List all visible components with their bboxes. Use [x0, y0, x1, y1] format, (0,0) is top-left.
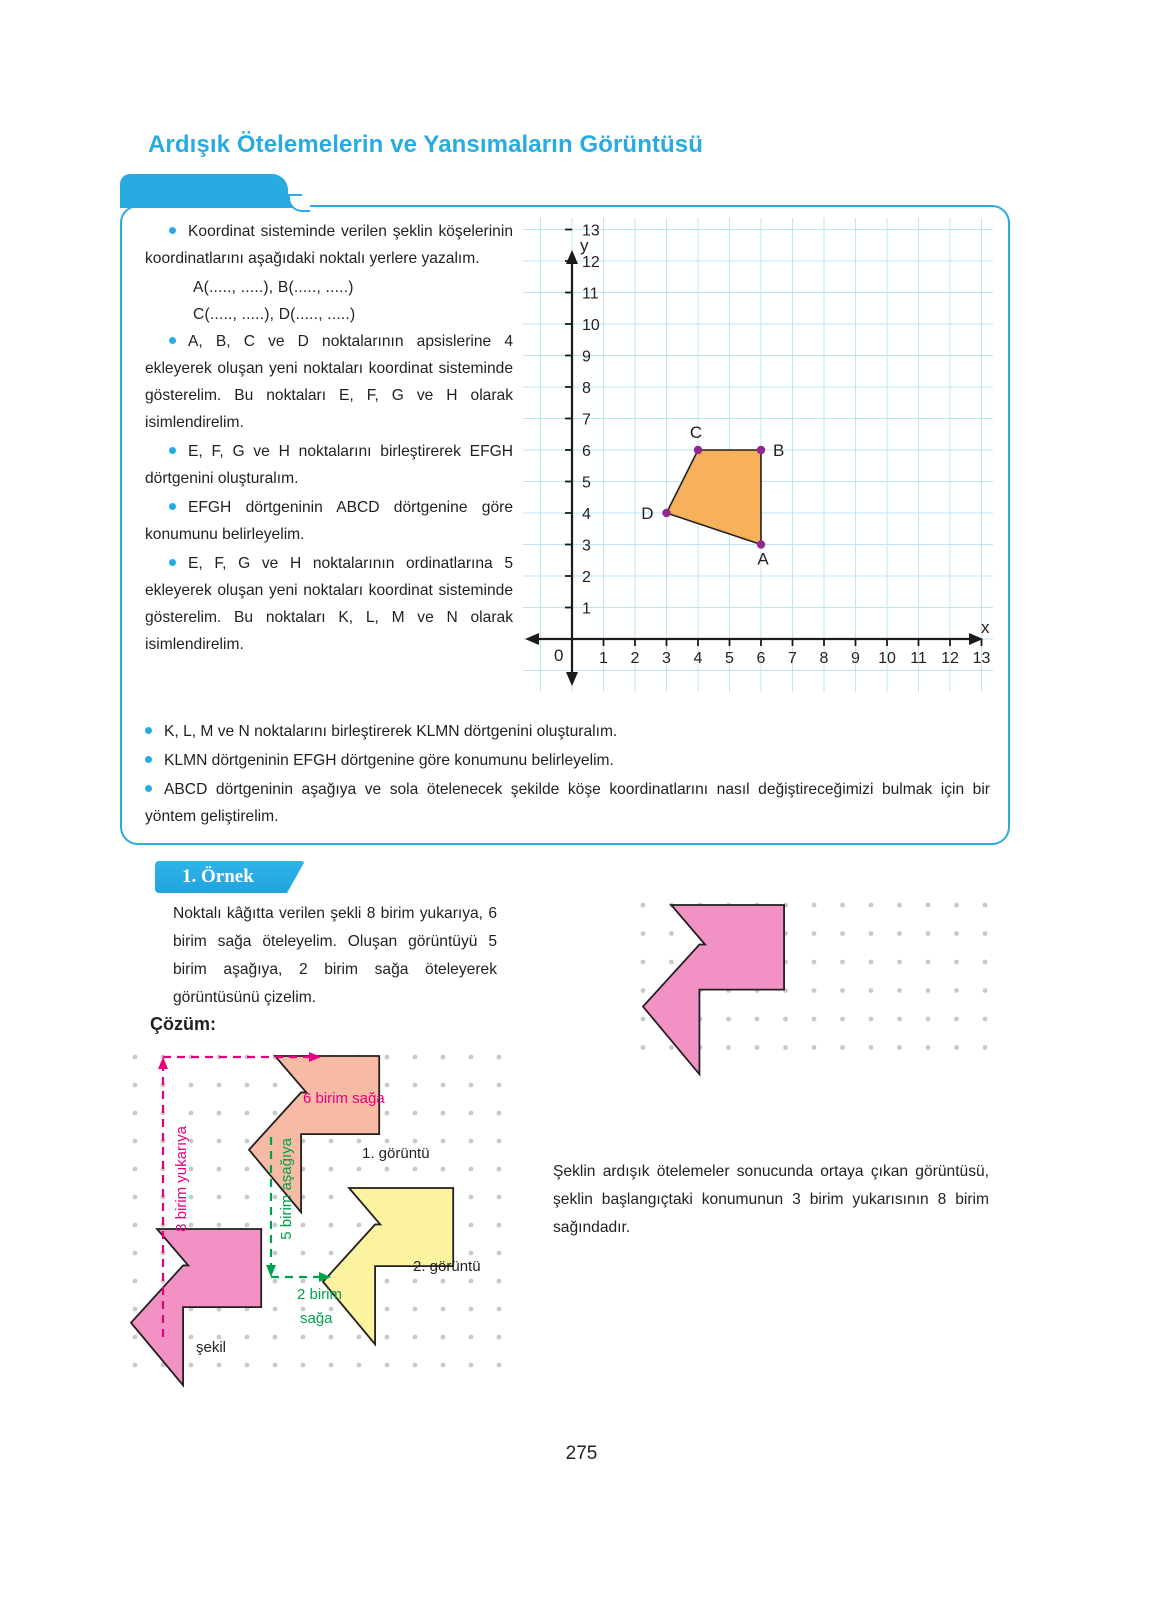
svg-text:x: x: [981, 618, 990, 637]
coordinate-plane-svg: [523, 218, 993, 692]
example-tab-label: 1. Örnek: [182, 866, 254, 887]
activity-bullet-2: [145, 328, 513, 436]
svg-text:13: 13: [582, 222, 600, 240]
svg-text:0: 0: [554, 646, 564, 665]
coord-blank-line-1: [145, 274, 513, 301]
activity-bullet-1: [145, 218, 513, 272]
activity-wide-bullet-list: [145, 718, 990, 832]
svg-text:7: 7: [788, 650, 797, 667]
coord-blank-1-text: A(....., .....), B(....., .....): [193, 279, 354, 296]
svg-text:9: 9: [851, 650, 860, 667]
activity-tab-label: ETKİNLİK: [26, 6, 132, 28]
label-move-down-5: 5 birim aşağıya: [278, 1138, 295, 1240]
activity-wide-bullet-2-text: KLMN dörtgeninin EFGH dörtgenine göre konumunu belirleyelim.: [164, 752, 614, 769]
svg-text:7: 7: [582, 411, 591, 429]
svg-text:2: 2: [582, 569, 591, 586]
svg-text:9: 9: [582, 348, 591, 366]
svg-text:5: 5: [725, 650, 734, 667]
activity-bullet-4: [145, 494, 513, 548]
example-question-paragraph: Noktalı kâğıtta verilen şekli 8 birim yukarıya, 6 birim sağa öteleyelim. Oluşan görüntüyü 5 birim aşağıya, 2 birim sağa öteleyerek görüntüsünü çizelim.: [173, 905, 497, 1006]
label-image-2: 2. görüntü: [413, 1258, 481, 1275]
page-number: 275: [565, 1443, 598, 1464]
label-move-right-2-line1: 2 birim: [297, 1286, 343, 1303]
svg-text:6: 6: [756, 650, 766, 667]
activity-wide-bullet-1-text: K, L, M ve N noktalarını birleştirerek KLMN dörtgenini oluşturalım.: [164, 723, 618, 740]
activity-tab: [120, 174, 288, 208]
svg-text:D: D: [641, 504, 654, 523]
svg-text:10: 10: [878, 650, 896, 667]
svg-text:11: 11: [910, 650, 927, 667]
svg-text:B: B: [773, 441, 785, 460]
example-question-text: [145, 900, 497, 1012]
activity-bullet-1-text: Koordinat sisteminde verilen şeklin köşelerinin koordinatlarını aşağıdaki noktalı yerlere yazalım.: [145, 223, 513, 267]
activity-bullet-3-text: E, F, G ve H noktalarını birleştirerek EFGH dörtgenini oluşturalım.: [145, 443, 513, 487]
conclusion-paragraph: Şeklin ardışık ötelemeler sonucunda ortaya çıkan görüntüsü, şeklin başlangıçtaki konumunun 3 birim yukarısının 8 birim sağındadır.: [553, 1163, 989, 1236]
svg-text:A: A: [757, 549, 769, 569]
figure-dot-grid: [633, 893, 1003, 1093]
activity-bullet-5-text: E, F, G ve H noktalarının ordinatlarına 5 ekleyerek oluşan yeni noktaları koordinat sisteminde gösterelim. Bu noktaları K, L, M ve N olarak isimlendirelim.: [145, 555, 513, 653]
activity-bullet-5: [145, 550, 513, 658]
svg-text:4: 4: [582, 506, 591, 523]
svg-text:13: 13: [972, 650, 991, 667]
bullet-dot-icon: [145, 727, 152, 734]
label-move-right-2-line2: sağa: [300, 1310, 333, 1327]
svg-text:8: 8: [582, 380, 591, 397]
bullet-dot-icon: [169, 337, 176, 344]
label-image-1: 1. görüntü: [362, 1145, 430, 1162]
coord-blank-2-text: C(....., .....), D(....., .....): [193, 306, 356, 323]
page-title: Ardışık Ötelemelerin ve Yansımaların Görüntüsü: [148, 131, 704, 158]
svg-text:y: y: [580, 236, 589, 255]
svg-text:2: 2: [630, 650, 640, 667]
activity-bullet-list: [145, 218, 513, 660]
conclusion-paragraph-container: [527, 1158, 989, 1242]
bullet-dot-icon: [169, 227, 176, 234]
svg-text:8: 8: [819, 650, 829, 667]
bullet-dot-icon: [169, 503, 176, 510]
figure-dot-grid-svg: [633, 893, 1003, 1093]
activity-wide-bullet-2: [145, 747, 990, 774]
label-move-up-8: 8 birim yukarıya: [173, 1126, 190, 1232]
solution-heading: Çözüm:: [150, 1014, 216, 1034]
label-figure: şekil: [196, 1339, 227, 1356]
svg-text:12: 12: [582, 254, 600, 271]
activity-wide-bullet-3-text: ABCD dörtgeninin aşağıya ve sola ötelenecek şekilde köşe koordinatlarını nasıl değiştireceğimizi bulmak için bir yöntem geliştirelim.: [145, 781, 990, 825]
bullet-dot-icon: [145, 785, 152, 792]
coordinate-plane-figure: [523, 218, 993, 692]
activity-bullet-2-text: A, B, C ve D noktalarının apsislerine 4 ekleyerek oluşan yeni noktaları koordinat sisteminde gösterelim. Bu noktaları E, F, G ve H olarak isimlendirelim.: [145, 333, 513, 431]
bullet-dot-icon: [169, 447, 176, 454]
svg-text:C: C: [689, 423, 703, 442]
svg-text:6: 6: [582, 443, 591, 460]
svg-text:4: 4: [693, 650, 703, 667]
svg-text:12: 12: [941, 650, 959, 667]
svg-text:1: 1: [582, 600, 591, 618]
activity-bullet-3: [145, 438, 513, 492]
activity-wide-bullet-1: [145, 718, 990, 745]
activity-bullet-4-text: EFGH dörtgeninin ABCD dörtgenine göre konumunu belirleyelim.: [145, 499, 513, 543]
label-move-right-6: 6 birim sağa: [303, 1090, 385, 1107]
bullet-dot-icon: [145, 756, 152, 763]
svg-text:10: 10: [582, 317, 600, 334]
svg-text:1: 1: [599, 650, 608, 667]
coord-blank-line-2: [145, 301, 513, 328]
activity-wide-bullet-3: [145, 776, 990, 830]
svg-text:3: 3: [582, 537, 591, 555]
bullet-dot-icon: [169, 559, 176, 566]
svg-text:11: 11: [582, 285, 599, 303]
svg-text:5: 5: [582, 474, 591, 492]
svg-text:3: 3: [662, 650, 671, 667]
